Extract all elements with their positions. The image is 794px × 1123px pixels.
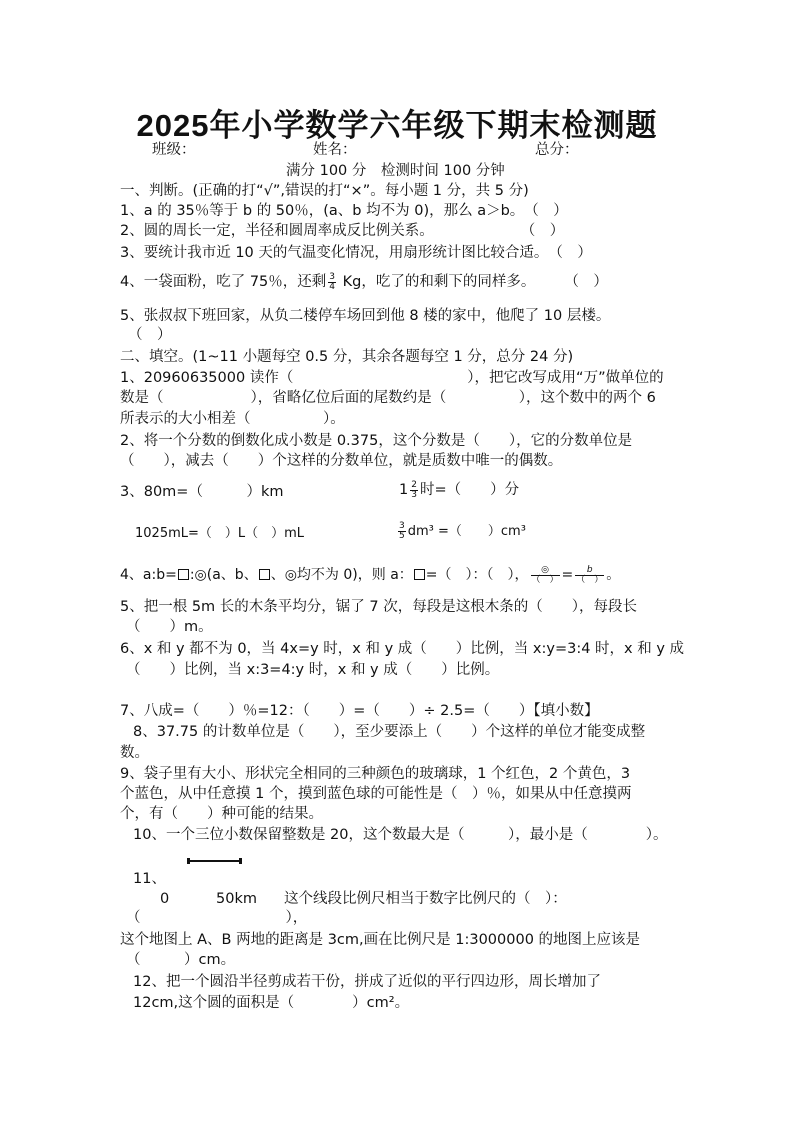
q4-part-b: :◎(a、b、	[189, 567, 258, 583]
fill-question-1-line-3: 所表示的大小相差（ ）。	[120, 411, 345, 427]
fill-question-2-line-2: （ ），减去（ ）个这样的分数单位，就是质数中唯一的偶数。	[120, 453, 563, 469]
fill-question-9-line-2: 个蓝色，从中任意摸 1 个，摸到蓝色球的可能性是（ ）％，如果从中任意摸两	[120, 786, 632, 802]
judge-question-1: 1、a 的 35％等于 b 的 50％，(a、b 均不为 0)，那么 a＞b。 （ ）	[120, 203, 568, 219]
q4-end: 。	[606, 567, 621, 583]
fill-question-6-line-1: 6、x 和 y 都不为 0，当 4x=y 时，x 和 y 成（ ）比例，当 x:y=3:4 时，x 和 y 成	[120, 641, 685, 657]
fill-question-11-blank: （ ），	[126, 910, 308, 926]
fraction-numerator: b	[575, 566, 604, 576]
fraction-two-thirds	[410, 481, 418, 500]
fraction-three-fifths	[398, 522, 406, 541]
q4-part-c: 、◎均不为 0)，则 a：	[270, 567, 413, 583]
page-title: 2025年小学数学六年级下期末检测题	[136, 108, 658, 143]
fill-question-12-line-2: 12cm,这个圆的面积是（ ）cm²。	[133, 995, 410, 1011]
fraction-b-over-blank	[575, 566, 604, 585]
fraction-denominator: （ ）	[576, 574, 604, 585]
fill-question-8-line-2: 数。	[120, 745, 149, 761]
fill-question-3-volume: 1025mL=（ ）L（ ）mL	[135, 526, 305, 541]
fill-question-6-line-2: （ ）比例，当 x:3=4:y 时，x 和 y 成（ ）比例。	[126, 662, 500, 678]
fraction-numerator: 2	[411, 479, 417, 490]
scale-bar-tick-start	[187, 858, 190, 864]
fill-question-9-line-1: 9、袋子里有大小、形状完全相同的三种颜色的玻璃球，1 个红色，2 个黄色，3	[120, 766, 631, 782]
square-symbol	[178, 569, 189, 580]
square-symbol	[259, 569, 270, 580]
fraction-denominator: 5	[399, 531, 405, 541]
mixed-whole: 1	[399, 482, 409, 498]
fill-question-11-line-3: （ ）cm。	[126, 952, 236, 968]
scale-bar-tick-end	[239, 858, 242, 864]
fill-question-11-number: 11、	[133, 871, 166, 887]
class-label: 班级：	[152, 142, 196, 158]
q4-part-d: =（ ）：（ ），	[425, 567, 529, 583]
fill-question-5-line-1: 5、把一根 5m 长的木条平均分，锯了 7 次，每段是这根木条的（ ），每段长	[120, 599, 637, 615]
scale-label-zero: 0	[160, 891, 170, 907]
fraction-numerator: 3	[399, 521, 405, 531]
fill-question-11-text: 这个线段比例尺相当于数字比例尺的（ ）：	[284, 891, 567, 907]
fill-question-1-line-2: 数是（ ），省略亿位后面的尾数约是（ ），这个数中的两个 6	[120, 390, 656, 406]
fill-question-2-line-1: 2、将一个分数的倒数化成小数是 0.375，这个分数是（ ），它的分数单位是	[120, 433, 633, 449]
fill-question-8-line-1: 8、37.75 的计数单位是（ ），至少要添上（ ）个这样的单位才能变成整	[133, 724, 646, 740]
fill-question-12-line-1: 12、把一个圆沿半径剪成若干份，拼成了近似的平行四边形，周长增加了	[133, 974, 601, 990]
fraction-three-quarters	[328, 273, 336, 292]
fill-question-3-time	[399, 480, 519, 500]
exam-info: 满分 100 分 检测时间 100 分钟	[286, 163, 505, 179]
fill-question-10: 10、一个三位小数保留整数是 20，这个数最大是（ ），最小是（ ）。	[133, 827, 668, 843]
judge-question-4	[120, 272, 608, 292]
judge-question-5: 5、张叔叔下班回家，从负二楼停车场回到他 8 楼的家中，他爬了 10 层楼。	[120, 308, 611, 324]
fraction-denominator: 4	[329, 281, 336, 292]
name-label: 姓名：	[313, 142, 357, 158]
fraction-numerator: 3	[329, 271, 336, 282]
square-symbol	[414, 569, 425, 580]
q4-text-b: Kg，吃了的和剩下的同样多。 （ ）	[338, 274, 608, 290]
fill-question-3-cubic	[396, 522, 526, 542]
judge-question-3: 3、要统计我市近 10 天的气温变化情况，用扇形统计图比较合适。 （ ）	[120, 245, 592, 261]
fraction-numerator: ◎	[531, 566, 560, 576]
fill-question-1-line-1: 1、20960635000 读作（ ），把它改写成用“万”做单位的	[120, 370, 664, 386]
fill-question-7: 7、八成=（ ）％=12：（ ）=（ ）÷ 2.5=（ ）【填小数】	[120, 703, 599, 719]
fraction-circle-over-blank	[531, 566, 560, 585]
judge-question-5-answer: （ ）	[128, 327, 172, 343]
section-2-heading: 二、填空。(1~11 小题每空 0.5 分，其余各题每空 1 分，总分 24 分)	[120, 349, 574, 365]
fraction-denominator: （ ）	[531, 574, 559, 585]
time-rest: 时=（ ）分	[419, 482, 520, 498]
fill-question-4	[120, 565, 620, 585]
score-label: 总分：	[535, 142, 579, 158]
fill-question-11-line-2: 这个地图上 A、B 两地的距离是 3cm,画在比例尺是 1:3000000 的地图上应该是	[120, 932, 641, 948]
judge-question-2: 2、圆的周长一定，半径和圆周率成反比例关系。 （ ）	[120, 223, 565, 239]
scale-label-distance: 50km	[216, 891, 257, 907]
fill-question-9-line-3: 个，有（ ）种可能的结果。	[120, 806, 323, 822]
q4-part-a: 4、a:b=	[120, 567, 177, 583]
fill-question-5-line-2: （ ）m。	[126, 619, 213, 635]
equals-sign: =	[561, 567, 574, 583]
section-1-heading: 一、判断。(正确的打“√”,错误的打“×”。每小题 1 分，共 5 分)	[120, 183, 529, 199]
q4-text-a: 4、一袋面粉，吃了 75％，还剩	[120, 274, 327, 290]
line-scale-bar	[187, 858, 242, 864]
fraction-denominator: 3	[411, 489, 417, 500]
cubic-rest: dm³ =（ ）cm³	[407, 524, 526, 539]
scale-bar-line	[187, 860, 242, 862]
fill-question-3-length: 3、80m=（ ）km	[120, 484, 284, 500]
